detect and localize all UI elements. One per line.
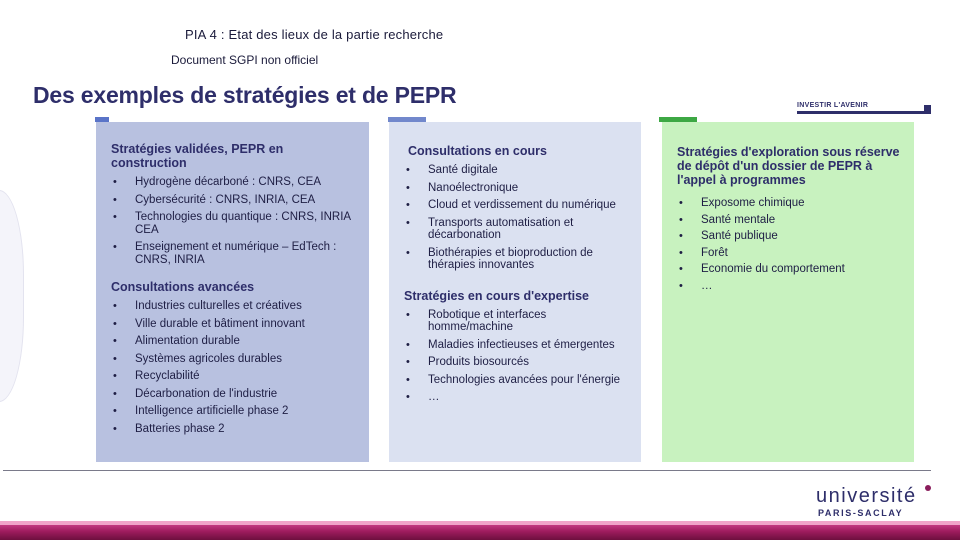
list-item: • Santé mentale (677, 214, 904, 227)
section-title: Consultations en cours (408, 144, 547, 158)
logo-subtitle: PARIS-SACLAY (818, 508, 904, 518)
profile-silhouette-icon (0, 190, 24, 402)
item-list (111, 176, 359, 266)
list-item: • Technologies avancées pour l'énergie (404, 374, 631, 387)
list-item: • Produits biosourcés (404, 356, 631, 369)
list-item: • Enseignement et numérique – EdTech : CNRS, INRIA (111, 241, 359, 266)
column-exploration-strategies (662, 122, 914, 462)
list-item: • Recyclabilité (111, 370, 359, 383)
section-title: Stratégies d'exploration sous réserve de dépôt d'un dossier de PEPR à l'appel à programmes (677, 145, 900, 187)
logo-dot-icon (925, 485, 931, 491)
list-item: • Santé digitale (404, 164, 631, 177)
column-validated-strategies (96, 122, 369, 462)
item-list (111, 300, 359, 435)
column-tab (388, 117, 426, 122)
list-item: • Cybersécurité : CNRS, INRIA, CEA (111, 194, 359, 207)
list-item: • Intelligence artificielle phase 2 (111, 405, 359, 418)
investir-avenir-logo: INVESTIR L'AVENIR (797, 102, 869, 109)
list-item: • Cloud et verdissement du numérique (404, 199, 631, 212)
list-item: • Ville durable et bâtiment innovant (111, 318, 359, 331)
list-item: • Exposome chimique (677, 197, 904, 210)
list-item: • Forêt (677, 247, 904, 260)
list-item: • Nanoélectronique (404, 182, 631, 195)
section-title: Stratégies validées, PEPR en construction (111, 142, 284, 170)
footer-band-highlight (0, 521, 960, 525)
list-item: • Décarbonation de l'industrie (111, 388, 359, 401)
list-item: • Robotique et interfaces homme/machine (404, 309, 631, 334)
list-item: • … (404, 391, 631, 404)
list-item: • Hydrogène décarboné : CNRS, CEA (111, 176, 359, 189)
item-list (404, 309, 631, 404)
column-ongoing-consultations (389, 122, 641, 462)
list-item: • Maladies infectieuses et émergentes (404, 339, 631, 352)
list-item: • Alimentation durable (111, 335, 359, 348)
list-item: • Industries culturelles et créatives (111, 300, 359, 313)
list-item: • Santé publique (677, 230, 904, 243)
section-title: Consultations avancées (111, 280, 255, 294)
document-header-line2: Document SGPI non officiel (171, 53, 319, 67)
list-item: • Biothérapies et bioproduction de thérapies innovantes (404, 247, 631, 272)
document-header-line1: PIA 4 : Etat des lieux de la partie recherche (185, 27, 444, 42)
list-item: • … (677, 280, 904, 293)
column-tab (95, 117, 109, 122)
logo-wordmark: université (816, 485, 917, 507)
list-item: • Batteries phase 2 (111, 423, 359, 436)
list-item: • Transports automatisation et décarbonation (404, 217, 631, 242)
investir-avenir-bar-end (924, 105, 931, 114)
item-list (677, 197, 904, 292)
slide-title: Des exemples de stratégies et de PEPR (33, 82, 457, 108)
list-item: • Economie du comportement (677, 263, 904, 276)
column-tab (659, 117, 697, 122)
investir-avenir-bar (797, 111, 931, 114)
section-title: Stratégies en cours d'expertise (404, 288, 589, 303)
university-logo (816, 486, 940, 522)
footer-divider (3, 470, 931, 471)
list-item: • Technologies du quantique : CNRS, INRIA CEA (111, 211, 359, 236)
slide-image (0, 72, 960, 472)
list-item: • Systèmes agricoles durables (111, 353, 359, 366)
item-list (404, 164, 631, 272)
